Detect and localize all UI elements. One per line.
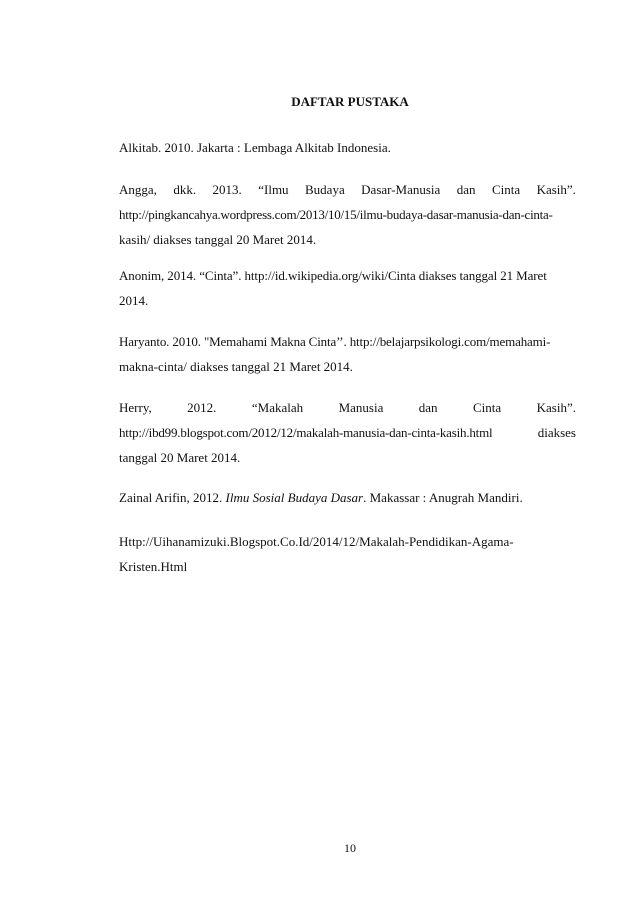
reference-entry-angga bbox=[119, 182, 576, 248]
reference-book-title: Ilmu Sosial Budaya Dasar bbox=[225, 490, 364, 505]
reference-entry-haryanto bbox=[119, 334, 576, 375]
reference-line: Anonim, 2014. “Cinta”. http://id.wikipedia.org/wiki/Cinta diakses tanggal 21 Maret bbox=[119, 268, 547, 283]
page-title: DAFTAR PUSTAKA bbox=[291, 94, 409, 109]
word: dan bbox=[456, 182, 476, 197]
word: Kasih”. bbox=[536, 400, 576, 415]
reference-line-justified bbox=[119, 182, 576, 198]
reference-author-year: Zainal Arifin, 2012. bbox=[119, 490, 226, 505]
word: dan bbox=[418, 400, 438, 415]
reference-line: tanggal 20 Maret 2014. bbox=[119, 450, 241, 465]
word: Manusia bbox=[338, 400, 384, 415]
word: Cinta bbox=[473, 400, 502, 415]
reference-line: Kristen.Html bbox=[119, 559, 188, 574]
word: 2012. bbox=[187, 400, 217, 415]
word: Herry, bbox=[119, 400, 152, 415]
word: 2013. bbox=[212, 182, 242, 197]
reference-line: Alkitab. 2010. Jakarta : Lembaga Alkitab Indonesia. bbox=[119, 140, 391, 155]
reference-entry-alkitab bbox=[119, 140, 576, 156]
reference-entry-uihanamizuki bbox=[119, 534, 576, 575]
reference-line-justified bbox=[119, 425, 576, 441]
word: dkk. bbox=[173, 182, 197, 197]
word: Kasih”. bbox=[536, 182, 576, 197]
word: diakses bbox=[537, 425, 576, 440]
reference-url: http://pingkancahya.wordpress.com/2013/10/15/ilmu-budaya-dasar-manusia-dan-cinta- bbox=[119, 207, 553, 222]
page-number: 10 bbox=[344, 841, 356, 855]
reference-publisher: . Makassar : Anugrah Mandiri. bbox=[363, 490, 523, 505]
word: Budaya bbox=[305, 182, 345, 197]
reference-line: Haryanto. 2010. "Memahami Makna Cinta’’. http://belajarpsikologi.com/memahami- bbox=[119, 334, 551, 349]
reference-entry-anonim bbox=[119, 268, 576, 309]
word: Cinta bbox=[491, 182, 521, 197]
word: Angga, bbox=[119, 182, 157, 197]
reference-line: kasih/ diakses tanggal 20 Maret 2014. bbox=[119, 232, 317, 247]
word: Dasar-Manusia bbox=[361, 182, 441, 197]
word: “Ilmu bbox=[258, 182, 289, 197]
reference-line bbox=[119, 490, 576, 506]
word: “Makalah bbox=[251, 400, 304, 415]
reference-entry-herry bbox=[119, 400, 576, 466]
reference-entry-zainal bbox=[119, 490, 576, 506]
reference-url: http://ibd99.blogspot.com/2012/12/makalah-manusia-dan-cinta-kasih.html bbox=[119, 425, 493, 440]
reference-url: Http://Uihanamizuki.Blogspot.Co.Id/2014/12/Makalah-Pendidikan-Agama- bbox=[119, 534, 514, 549]
reference-line: 2014. bbox=[119, 293, 149, 308]
reference-line-justified bbox=[119, 400, 576, 416]
reference-line: makna-cinta/ diakses tanggal 21 Maret 2014. bbox=[119, 359, 353, 374]
